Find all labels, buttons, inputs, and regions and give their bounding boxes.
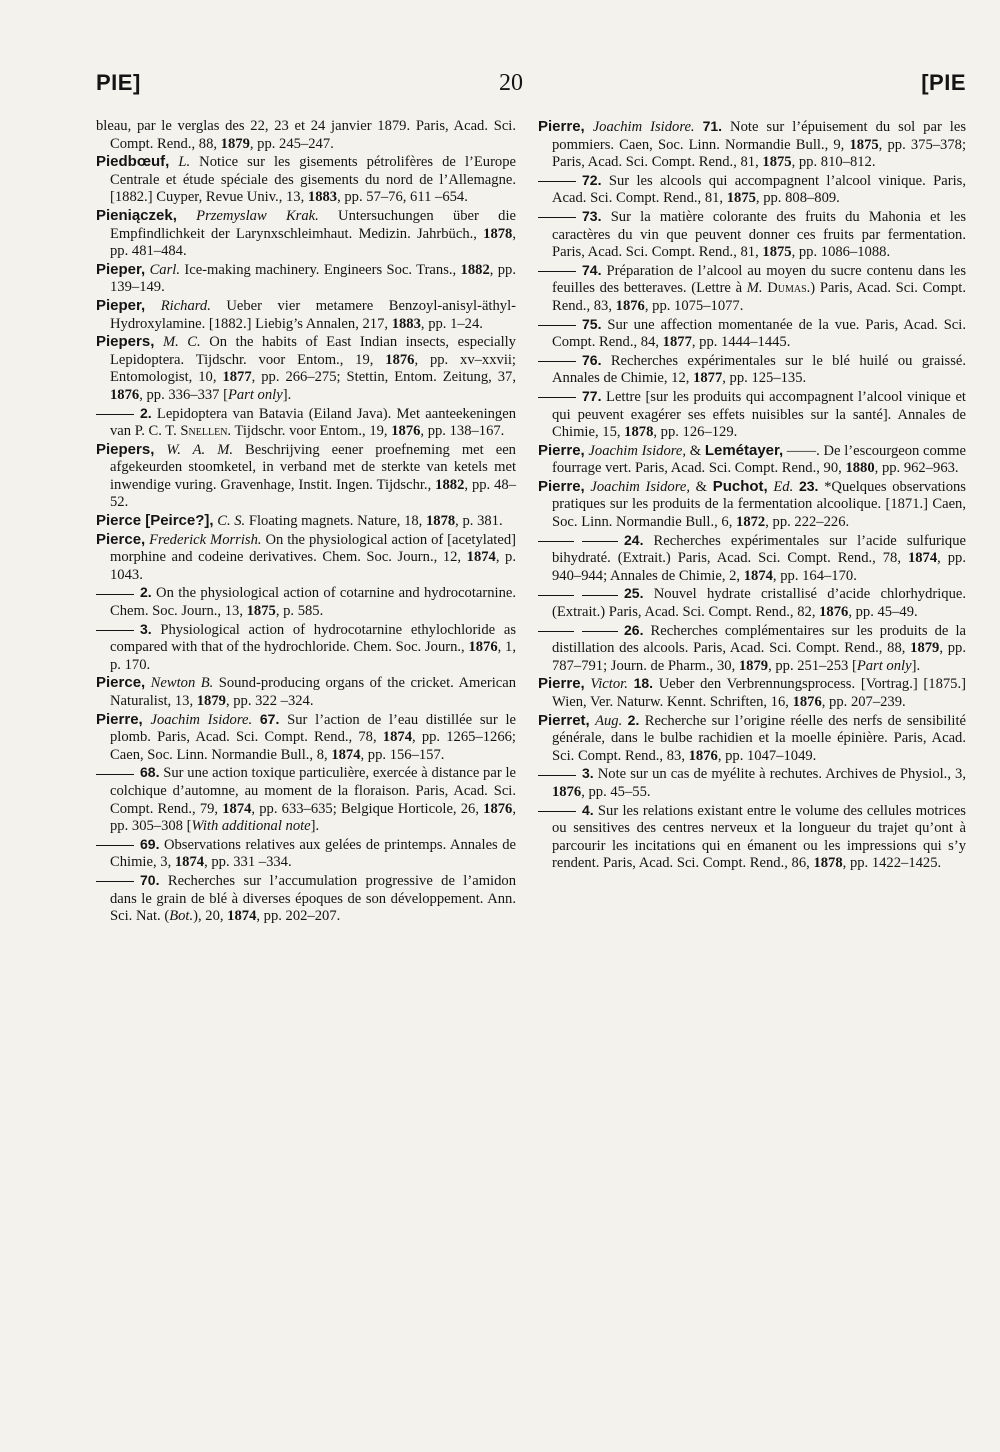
entry-year: 1878: [624, 424, 654, 441]
entry-year: 1877: [662, 334, 692, 351]
bibliography-subentry: [538, 585, 966, 621]
entry-text: Sound-producing organs of the cricket. American Naturalist, 13,: [110, 675, 516, 709]
entry-year: 1879: [910, 640, 940, 657]
entry-text: , 1, p. 170.: [110, 639, 516, 673]
entry-text: , pp. 336–337 [: [139, 386, 228, 403]
right-column: [538, 118, 966, 873]
entry-year: 1874: [174, 854, 205, 871]
entry-text: Sur la matière colorante des fruits du Mahonia et les caractères du vin que peuvent donner ces fruits par fermentation. Paris, Acad. Sci. Compt. Rend., 81,: [552, 208, 966, 261]
entry-text: , pp. 331 –334.: [204, 854, 292, 871]
entry-author: Piepers,: [96, 333, 155, 351]
entry-given-name: Ed.: [773, 478, 794, 495]
entry-year: 1875: [849, 136, 879, 153]
entry-year: 1876: [468, 639, 498, 656]
running-header: [96, 70, 966, 104]
entry-given-name: Joachim Isidore.: [150, 711, 253, 728]
entry-year: 1876: [819, 604, 849, 621]
entry-given-name: Joachim Isidore,: [588, 442, 687, 459]
bibliography-entry: [538, 712, 966, 766]
entry-year: 1874: [222, 800, 252, 817]
bibliography-entry: [96, 261, 516, 297]
bibliography-subentry: [538, 208, 966, 262]
bibliography-entry: [538, 118, 966, 172]
entry-year: 1876: [385, 351, 415, 368]
entry-text: Observations relatives aux gelées de printemps. Annales de Chimie, 3,: [110, 836, 516, 871]
entry-text: , pp. 202–207.: [256, 908, 341, 925]
entry-year: 1878: [813, 855, 843, 872]
entry-continuation: [96, 118, 516, 153]
entry-text: Sur les relations existant entre le volume des cellules motrices ou sensitives des centres nerveux et la longueur du trajet qu’ont à parcourir les incitations qui en émanent ou les impressions qui s’y rendent. Paris, Acad. Sci. Compt. Rend., 86,: [552, 802, 966, 872]
entry-text: , pp. 1075–1077.: [644, 297, 744, 314]
bibliography-entry: [96, 674, 516, 710]
entry-text: , p. 585.: [275, 603, 324, 620]
entry-given-name: M. C.: [162, 334, 201, 351]
entry-year: 1874: [466, 549, 496, 566]
entry-number: 26.: [624, 621, 644, 638]
entry-year: 1874: [331, 746, 361, 763]
ditto-dash: [96, 774, 134, 775]
entry-year: 1874: [907, 550, 938, 567]
ampersand: &: [689, 478, 713, 495]
bibliography-subentry: [538, 316, 966, 352]
entry-year: 1875: [246, 603, 276, 620]
entry-text: Floating magnets. Nature, 18,: [245, 513, 426, 530]
bibliography-entry: [96, 711, 516, 765]
entry-text: , pp. 207–239.: [821, 694, 906, 710]
entry-number: 69.: [140, 835, 160, 852]
entry-author: Pierre,: [96, 710, 143, 728]
entry-number: 77.: [582, 387, 602, 404]
bibliography-entry: [96, 207, 516, 261]
entry-text: Sur une action toxique particulière, exercée à distance par le colchique d’automne, au moment de la floraison. Paris, Acad. Sci. Compt. Rend., 79,: [110, 765, 516, 817]
italic-note: With additional note: [191, 818, 311, 835]
entry-year: 1878: [483, 225, 513, 242]
bibliography-subentry: [96, 836, 516, 872]
italic-note: Part only: [856, 657, 912, 674]
entry-author: Pierret,: [538, 711, 590, 729]
entry-text: Recherche sur l’origine réelle des nerfs de sensibilité générale, dans le bulbe rachidien et la moelle épinière. Paris, Acad. Sci. Compt. Rend., 83,: [552, 712, 967, 764]
entry-year: 1879: [196, 693, 226, 709]
entry-text: Recherches complémentaires sur les produits de la distillation des alcools. Paris, Acad. Sci. Compt. Rend., 88,: [552, 622, 966, 657]
entry-given-name: Carl.: [149, 261, 180, 278]
entry-author: Pieniączek,: [96, 206, 177, 224]
entry-text: , pp. 245–247.: [249, 135, 334, 152]
entry-given-name: Joachim Isidore.: [592, 119, 695, 135]
entry-text: , pp. 251–253 [: [768, 657, 857, 674]
italic-note: Bot.: [169, 908, 194, 925]
entry-number: 4.: [582, 801, 594, 818]
bibliography-entry: [538, 675, 966, 711]
bibliography-entry: [96, 153, 516, 207]
entry-number: 67.: [259, 710, 280, 727]
entry-year: 1883: [391, 315, 421, 332]
bibliography-subentry: [538, 352, 966, 388]
entry-text: .) Paris, Acad. Sci. Compt. Rend., 83,: [552, 280, 966, 314]
entry-text: , p. 381.: [455, 513, 503, 530]
entry-text: Sur une affection momentanée de la vue. Paris, Acad. Sci. Compt. Rend., 84,: [552, 316, 966, 351]
entry-number: 3.: [582, 765, 594, 782]
entry-text: Note sur l’épuisement du sol par les pommiers. Caen, Soc. Linn. Normandie Bull., 9,: [552, 119, 967, 153]
entry-text: , pp. 633–635; Belgique Horticole, 26,: [251, 800, 484, 817]
entry-text: , pp. 1047–1049.: [717, 747, 817, 764]
entry-number: 75.: [582, 315, 602, 332]
entry-text: Notice sur les gisements pétrolifères de l’Europe Centrale et étude spéciale des gisements du nord de l’Allemagne. [1882.] Cuyper, Revue Univ., 13,: [110, 154, 516, 206]
entry-text: , pp. 1086–1088.: [791, 244, 891, 261]
entry-text: bleau, par le verglas des 22, 23 et 24 janvier 1879. Paris, Acad. Sci. Compt. Rend., 88,: [96, 118, 516, 152]
header-right-guide: [PIE: [921, 70, 966, 95]
entry-number: 72.: [582, 171, 602, 188]
entry-year: 1882: [460, 261, 490, 278]
entry-text: , pp. 48–52.: [110, 476, 517, 511]
ditto-dash: [96, 881, 134, 882]
entry-given-name: W. A. M.: [166, 441, 234, 458]
entry-year: 1878: [425, 513, 456, 530]
entry-year: 1875: [726, 190, 756, 207]
entry-author: Pierce,: [96, 674, 146, 692]
entry-text: , pp. 787–791; Journ. de Pharm., 30,: [552, 640, 966, 674]
ditto-dash: [538, 397, 576, 398]
entry-year: 1874: [227, 908, 257, 925]
ditto-dash: [96, 414, 134, 415]
italic-note: Part only: [227, 386, 283, 403]
entry-year: 1876: [615, 297, 645, 314]
header-left-guide: PIE]: [96, 70, 141, 95]
entry-author: Pierre,: [538, 118, 585, 135]
entry-number: 73.: [582, 207, 602, 224]
entry-year: 1883: [307, 189, 338, 206]
entry-given-name: Victor.: [590, 676, 628, 693]
ditto-dash: [582, 541, 618, 542]
entry-given-name: Joachim Isidore,: [590, 478, 690, 495]
entry-number: 2.: [140, 404, 152, 421]
entry-number: 23.: [798, 477, 819, 494]
entry-text: ), 20,: [193, 908, 228, 925]
bibliography-subentry: [538, 262, 966, 316]
ditto-dash: [538, 631, 574, 632]
entry-author: Pieper,: [96, 260, 146, 278]
entry-author: Pierre,: [538, 441, 585, 459]
entry-year: 1876: [483, 800, 513, 817]
entry-author: Pieper,: [96, 296, 146, 314]
entry-text: Sur l’action de l’eau distillée sur le plomb. Paris, Acad. Sci. Compt. Rend., 78,: [110, 711, 516, 746]
entry-text: , p. 1043.: [110, 549, 516, 583]
ditto-dash: [582, 595, 618, 596]
entry-given-name: Przemyslaw Krak.: [196, 207, 319, 224]
entry-author: Piepers,: [96, 440, 155, 458]
entry-text: On the habits of East Indian insects, especially Lepidoptera. Tijdschr. voor Entom., 19,: [110, 334, 516, 368]
left-column: [96, 118, 516, 926]
entry-number: 25.: [624, 585, 644, 602]
ditto-dash: [538, 361, 576, 362]
entry-text: , pp. 266–275; Stettin, Entom. Zeitung, 37,: [251, 369, 516, 386]
entry-text: Sur les alcools qui accompagnent l’alcool vinique. Paris, Acad. Sci. Compt. Rend., 81,: [552, 172, 966, 207]
ditto-dash: [538, 595, 574, 596]
entry-given-name: Newton B.: [150, 675, 214, 692]
entry-text: Nouvel hydrate cristallisé d’acide chlorhydrique. (Extrait.) Paris, Acad. Sci. Compt. Rend., 82,: [552, 586, 966, 621]
entry-text: , pp. 808–809.: [755, 190, 840, 207]
bibliography-subentry: [96, 584, 516, 620]
entry-number: 18.: [633, 675, 654, 692]
italic-note: M.: [746, 280, 763, 297]
entry-number: 71.: [702, 118, 723, 134]
bibliography-subentry: [96, 872, 516, 926]
small-caps-name: Dumas: [762, 280, 807, 297]
entry-given-name: Aug.: [595, 712, 623, 729]
entry-text: , pp. 322 –324.: [225, 693, 314, 709]
entry-text: , pp. 138–167.: [420, 423, 505, 440]
entry-number: 2.: [140, 584, 152, 601]
bibliography-entry: [96, 297, 516, 333]
entry-given-name: Frederick Morrish.: [149, 531, 262, 548]
entry-number: 3.: [140, 620, 152, 637]
ditto-dash: [96, 630, 134, 631]
bibliography-entry: [538, 478, 966, 532]
ditto-dash: [538, 217, 576, 218]
entry-year: 1872: [736, 514, 766, 531]
entry-text: Ice-making machinery. Engineers Soc. Trans.,: [180, 261, 461, 278]
entry-text: , pp. 962–963.: [874, 460, 959, 477]
entry-text: Recherches sur l’accumulation progressive de l’amidon dans le grain de blé à diverses époques de son développement. Ann. Sci. Nat. (: [110, 872, 516, 925]
entry-text: , pp. xv–xxvii; Entomologist, 10,: [110, 351, 516, 386]
entry-text: Recherches expérimentales sur le blé huilé ou graissé. Annales de Chimie, 12,: [552, 352, 966, 387]
entry-author: Pierre,: [538, 675, 585, 693]
entry-text: . Tijdschr. voor Entom., 19,: [227, 423, 392, 440]
bibliography-entry: [96, 333, 516, 404]
entry-text: *Quelques observations pratiques sur les produits de la fermentation alcoolique. [1871.] Caen, Soc. Linn. Normandie Bull., 6,: [552, 478, 966, 531]
small-caps-name: Snellen: [180, 423, 228, 440]
entry-text: , pp. 164–170.: [772, 567, 857, 584]
entry-text: On the physiological action of cotarnine and hydrocotarnine. Chem. Soc. Journ., 13,: [110, 585, 516, 620]
entry-text: , pp. 156–157.: [360, 746, 445, 763]
entry-number: 68.: [140, 764, 160, 781]
entry-number: 76.: [582, 351, 602, 368]
ampersand: &: [686, 442, 705, 459]
entry-author: Pierce,: [96, 530, 146, 548]
bibliography-subentry: [96, 764, 516, 835]
entry-number: 24.: [624, 531, 644, 548]
entry-text: Note sur un cas de myélite à rechutes. Archives de Physiol., 3,: [593, 766, 966, 783]
ditto-dash: [538, 271, 576, 272]
entry-text: , pp. 222–226.: [765, 514, 850, 531]
entry-author: Pierre,: [538, 477, 585, 495]
entry-text: , pp. 305–308 [: [110, 800, 516, 835]
entry-coauthor: Lemétayer,: [704, 441, 784, 459]
bibliography-subentry: [538, 765, 966, 801]
bibliography-entry: [96, 531, 516, 585]
entry-text: , pp. 375–378; Paris, Acad. Sci. Compt. Rend., 81,: [552, 136, 966, 171]
entry-text: Beschrijving eener proefneming met een afgekeurden stoomketel, in verband met de sterkte van ketels met inwendige vuring. Gravenhage, Instit. Ingen. Tijdschr.,: [110, 441, 516, 493]
entry-text: , pp. 125–135.: [722, 370, 807, 387]
entry-given-name: L.: [178, 154, 191, 171]
entry-given-name: Richard.: [160, 297, 211, 314]
entry-text: Ueber den Verbrennungsprocess. [Vortrag.] [1875.] Wien, Ver. Naturw. Kennt. Schriften, 16,: [552, 676, 966, 710]
ditto-dash: [96, 845, 134, 846]
ditto-dash: [538, 775, 576, 776]
entry-coauthor: Puchot,: [712, 477, 768, 495]
entry-text: , pp. 1422–1425.: [842, 855, 942, 872]
entry-text: , pp. 126–129.: [653, 424, 738, 441]
entry-year: 1877: [222, 369, 252, 386]
entry-year: 1880: [845, 460, 875, 477]
entry-year: 1877: [693, 370, 723, 387]
entry-year: 1876: [688, 747, 718, 764]
entry-text: Physiological action of hydrocotarnine ethylochloride as compared with that of the hydrochloride. Chem. Soc. Journ.,: [110, 621, 516, 656]
entry-text: , pp. 1265–1266; Caen, Soc. Linn. Normandie Bull., 8,: [110, 729, 516, 763]
entry-given-name: C. S.: [217, 513, 246, 530]
entry-text: On the physiological action of [acetylated] morphine and codeine derivatives. Chem. Soc. Journ., 12,: [110, 531, 516, 566]
ditto-dash: [538, 811, 576, 812]
entry-year: 1875: [762, 154, 792, 171]
ditto-dash: [96, 594, 134, 595]
entry-year: 1876: [110, 386, 140, 403]
entry-year: 1879: [220, 135, 250, 152]
entry-text: , pp. 45–49.: [848, 604, 918, 621]
entry-text: Untersuchungen über die Empfindlichkeit der Larynxschleimhaut. Medizin. Jahrbüch.,: [110, 207, 516, 242]
entry-number: 2.: [627, 711, 640, 728]
entry-text: , pp. 940–944; Annales de Chimie, 2,: [552, 550, 966, 584]
bibliography-subentry: [538, 802, 966, 873]
entry-year: 1876: [391, 423, 421, 440]
bibliography-entry: [96, 512, 516, 531]
entry-year: 1875: [762, 244, 792, 261]
entry-year: 1876: [552, 783, 582, 800]
bibliography-subentry: [538, 532, 966, 586]
entry-text: , pp. 57–76, 611 –654.: [337, 189, 468, 206]
bibliography-subentry: [538, 388, 966, 442]
bibliography-entry: [538, 442, 966, 478]
entry-author: Piedbœuf,: [96, 153, 170, 171]
entry-text: , pp. 810–812.: [791, 154, 876, 171]
bibliography-subentry: [538, 622, 966, 676]
entry-year: 1876: [792, 694, 822, 710]
entry-text: , pp. 139–149.: [110, 261, 516, 296]
entry-text: ].: [282, 386, 292, 403]
entry-text: Préparation de l’alcool au moyen du sucre contenu dans les feuilles des betteraves. (Lettre à: [552, 262, 966, 297]
ditto-dash: [538, 181, 576, 182]
entry-year: 1882: [435, 476, 465, 493]
bibliography-entry: [96, 441, 516, 512]
entry-year: 1879: [738, 657, 769, 674]
entry-number: 74.: [582, 261, 602, 278]
bibliography-subentry: [538, 172, 966, 208]
bibliography-subentry: [96, 621, 516, 675]
page-number: 20: [499, 70, 523, 96]
ditto-dash: [538, 325, 576, 326]
entry-year: 1874: [743, 567, 773, 584]
ditto-dash: [538, 541, 574, 542]
entry-text: , pp. 1444–1445.: [691, 334, 791, 351]
entry-author: Pierce [Peirce?],: [96, 512, 214, 530]
entry-text: Lettre [sur les produits qui accompagnent l’alcool vinique et qui peuvent exagérer ses effets nuisibles sur la santé]. Annales de Chimie, 15,: [552, 388, 966, 441]
entry-text: , pp. 1–24.: [420, 315, 483, 332]
entry-text: Recherches expérimentales sur l’acide sulfurique bihydraté. (Extrait.) Paris, Acad. Sci. Compt. Rend., 78,: [552, 532, 966, 567]
entry-text: Ueber vier metamere Benzoyl-anisyl-äthyl-Hydroxylamine. [1882.] Liebig’s Annalen, 217,: [110, 297, 516, 332]
entry-text: Lepidoptera van Batavia (Eiland Java). Met aanteekeningen van P. C. T.: [110, 405, 516, 440]
entry-text: , pp. 45–55.: [581, 783, 651, 800]
entry-text: ].: [310, 818, 320, 835]
entry-text: ——. De l’escourgeon comme fourrage vert. Paris, Acad. Sci. Compt. Rend., 90,: [552, 442, 966, 477]
entry-year: 1874: [382, 729, 412, 746]
entry-text: , pp. 481–484.: [110, 225, 516, 260]
entry-text: ].: [911, 657, 921, 674]
entry-number: 70.: [140, 871, 160, 888]
ditto-dash: [582, 631, 618, 632]
bibliography-subentry: [96, 405, 516, 441]
